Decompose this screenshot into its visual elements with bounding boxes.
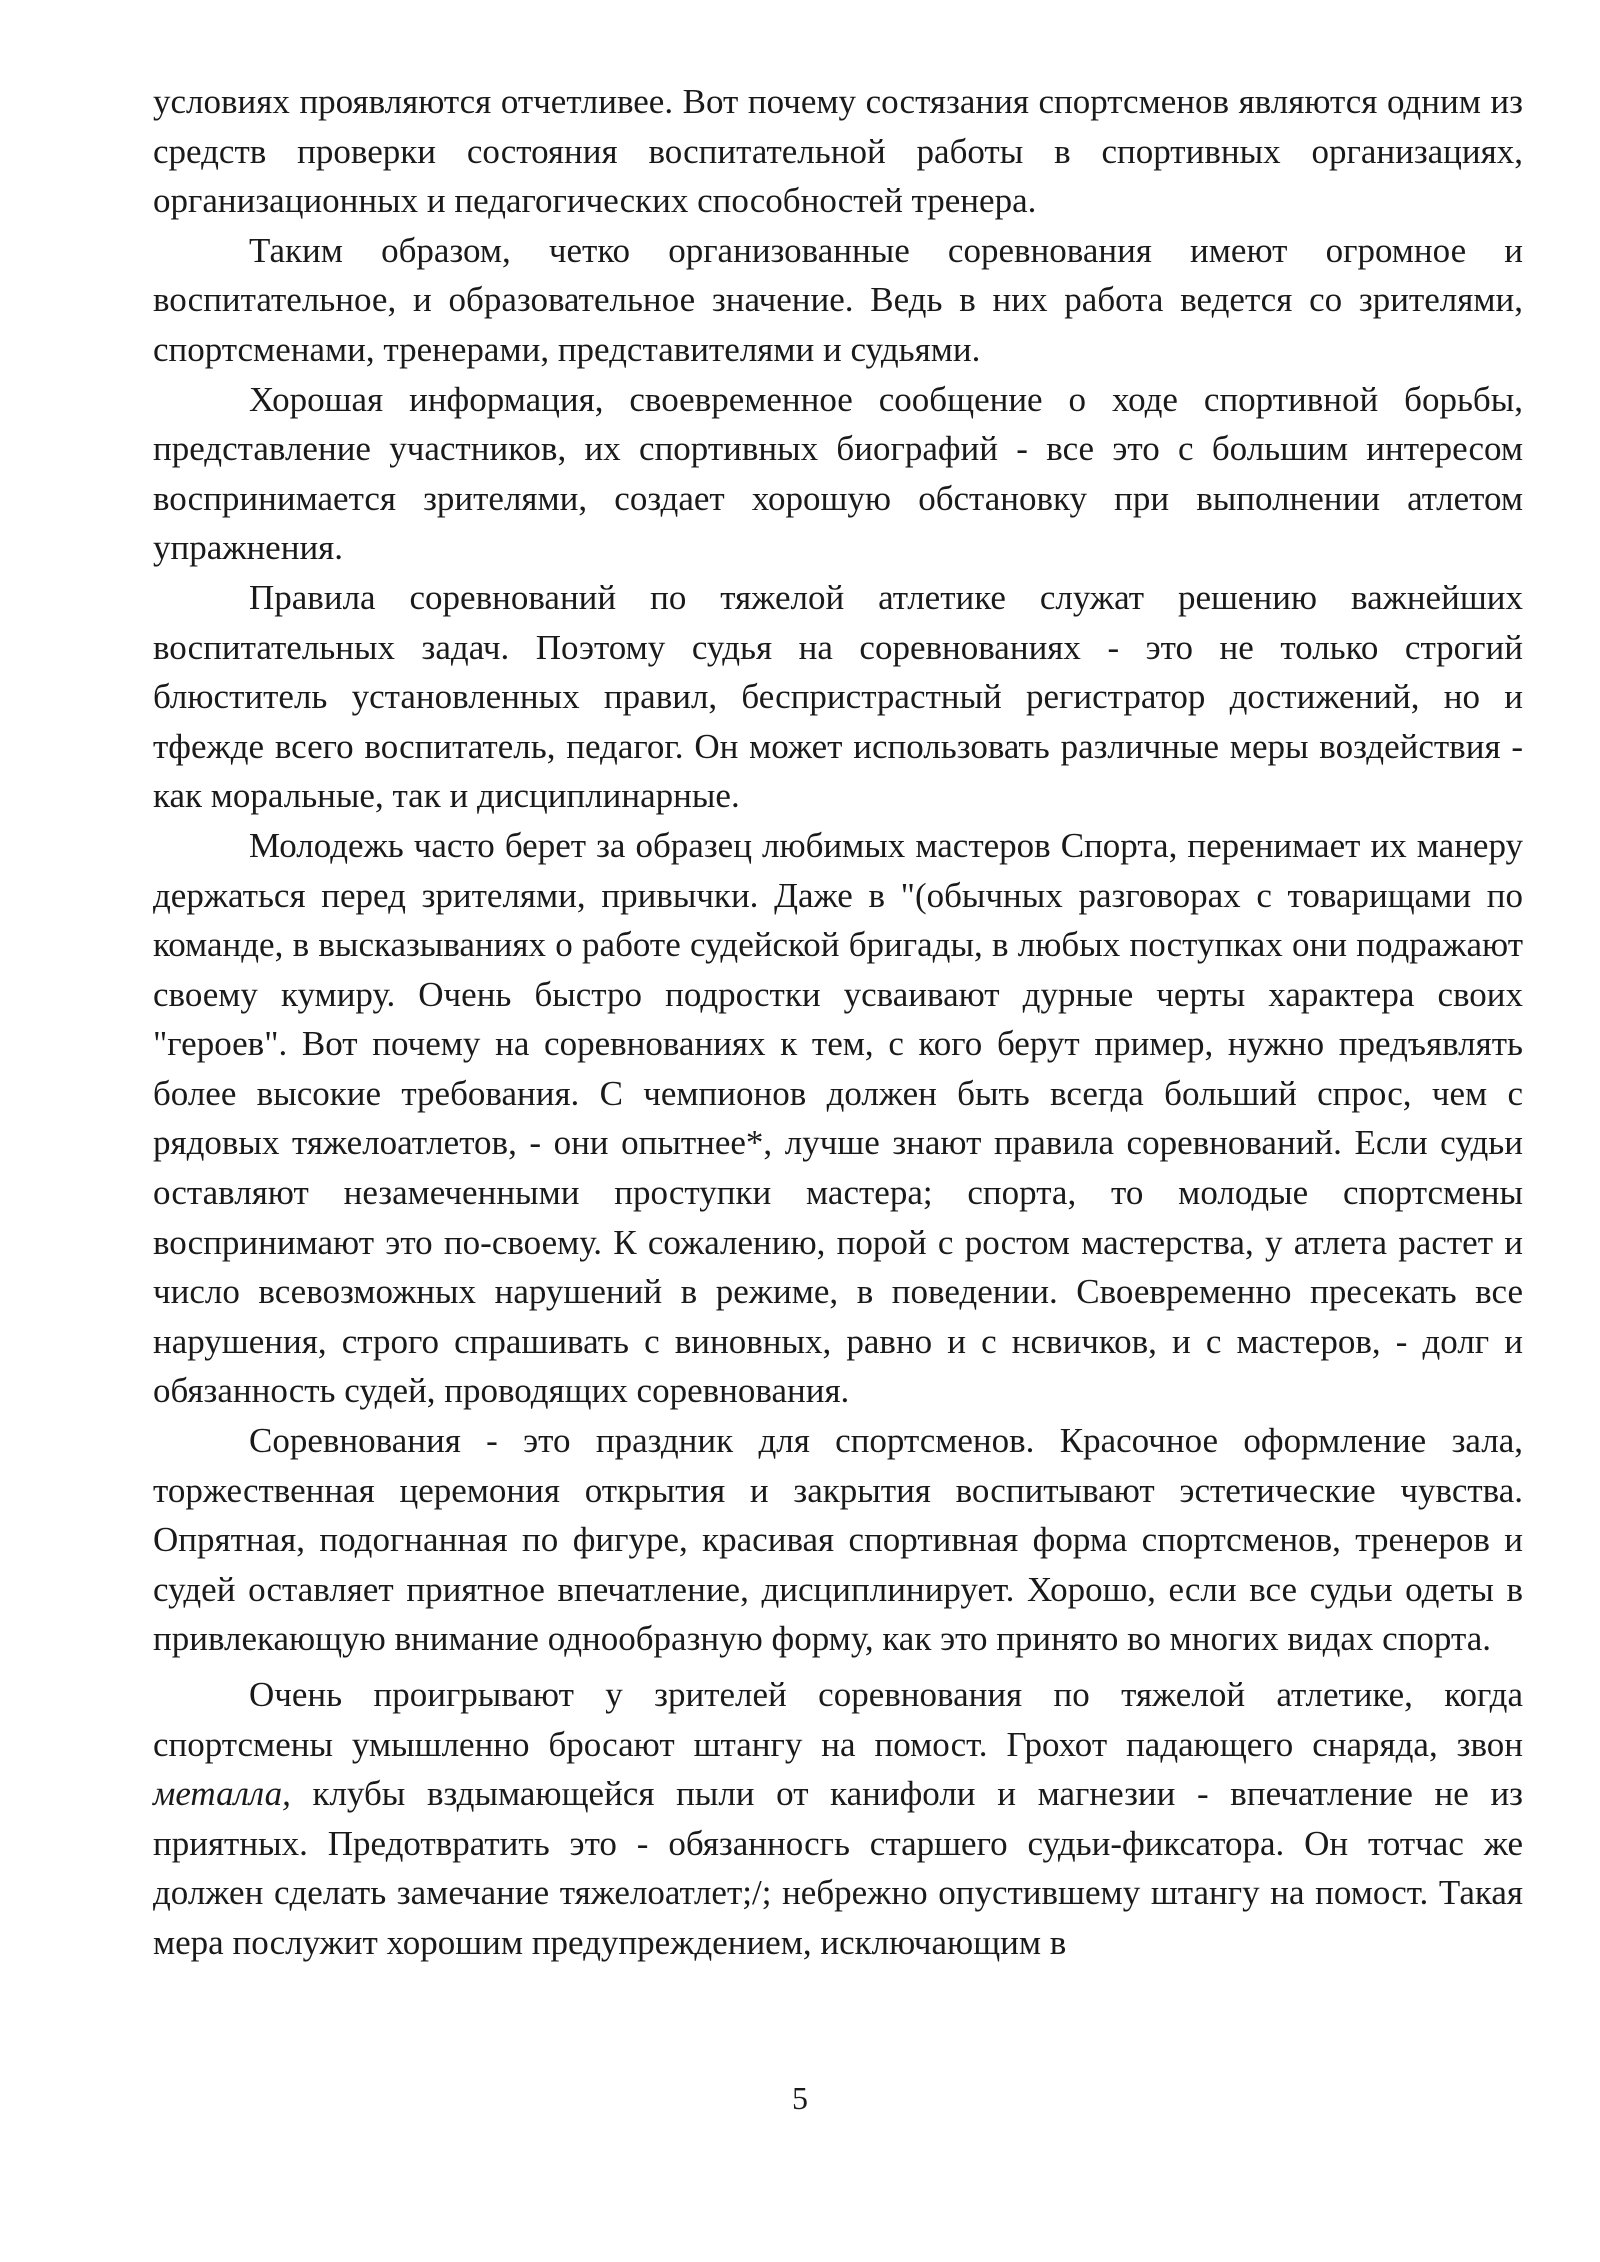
paragraph-4: Правила соревнований по тяжелой атлетике служат решению важнейших воспитательных задач. Поэтому судья на соревнованиях - это не только строгий блюститель установленных правил, беспристрастный регистратор достижений, но и тфежде всего воспитатель, педагог. Он может использовать различные меры воздействия - как моральные, так и дисциплинарные. bbox=[153, 577, 1523, 816]
paragraph-7-text-end: клубы вздымающейся пыли от канифоли и магнезии - впечатление не из приятных. Предотвратить это - обязанносгь старшего судьи-фиксатора. Он тотчас же должен сделать замечание тяжелоатлет;/; небрежно опустившему штангу на помост. Такая мера послужит хорошим предупреждением, исключающим в bbox=[153, 1774, 1523, 1962]
paragraph-7-text-start: Очень проигрывают у зрителей соревнования по тяжелой атлетике, когда спортсмены умышленно бросают штангу на помост. Грохот падающего снаряда, звон bbox=[153, 1675, 1523, 1764]
paragraph-1: условиях проявляются отчетливее. Вот почему состязания спортсменов являются одним из средств проверки состояния воспитательной работы в спортивных организациях, организационных и педагогических способностей тренера. bbox=[153, 82, 1523, 221]
paragraph-3: Хорошая информация, своевременное сообщение о ходе спортивной борьбы, представление участников, их спортивных биографий - все это с большим интересом воспринимается зрителями, создает хорошую обстановку при выполнении атлетом упражнения. bbox=[153, 379, 1523, 568]
paragraph-6: Соревнования - это праздник для спортсменов. Красочное оформление зала, торжественная церемония открытия и закрытия воспитывают эстетические чувства. Опрятная, подогнанная по фигуре, красивая спортивная форма спортсменов, тренеров и судей оставляет приятное впечатление, дисциплинирует. Хорошо, если все судьи одеты в привлекающую внимание однообразную форму, как это принято во многих видах спорта. bbox=[153, 1421, 1523, 1659]
paragraph-7 bbox=[153, 1670, 1523, 1968]
paragraph-2: Таким образом, четко организованные соревнования имеют огромное и воспитательное, и образовательное значение. Ведь в них работа ведется со зрителями, спортсменами, тренерами, представителями и судьями. bbox=[153, 230, 1523, 369]
page-number: 5 bbox=[792, 2080, 808, 2116]
paragraph-7-italic-word: металла, bbox=[153, 1774, 291, 1814]
document-body bbox=[153, 77, 1523, 1968]
paragraph-5: Молодежь часто берет за образец любимых мастеров Спорта, перенимает их манеру держаться перед зрителями, привычки. Даже в "(обычных разговорах с товарищами по команде, в высказываниях о работе судейской бригады, в любых поступках они подражают своему кумиру. Очень быстро подростки усваивают дурные черты характера своих "героев". Вот почему на соревнованиях к тем, с кого берут пример, нужно предъявлять более высокие требования. С чемпионов должен быть всегда больший спрос, чем с рядовых тяжелоатлетов, - они опытнее*, лучше знают правила соревнований. Если судьи оставляют незамеченными проступки мастера; спорта, то молодые спортсмены воспринимают это по-своему. К сожалению, порой с ростом мастерства, у атлета растет и число всевозможных нарушений в режиме, в поведении. Своевременно пресекать все нарушения, строго спрашивать с виновных, равно и с нсвичков, и с мастеров, - долг и обязанность судей, проводящих соревнования. bbox=[153, 825, 1523, 1411]
